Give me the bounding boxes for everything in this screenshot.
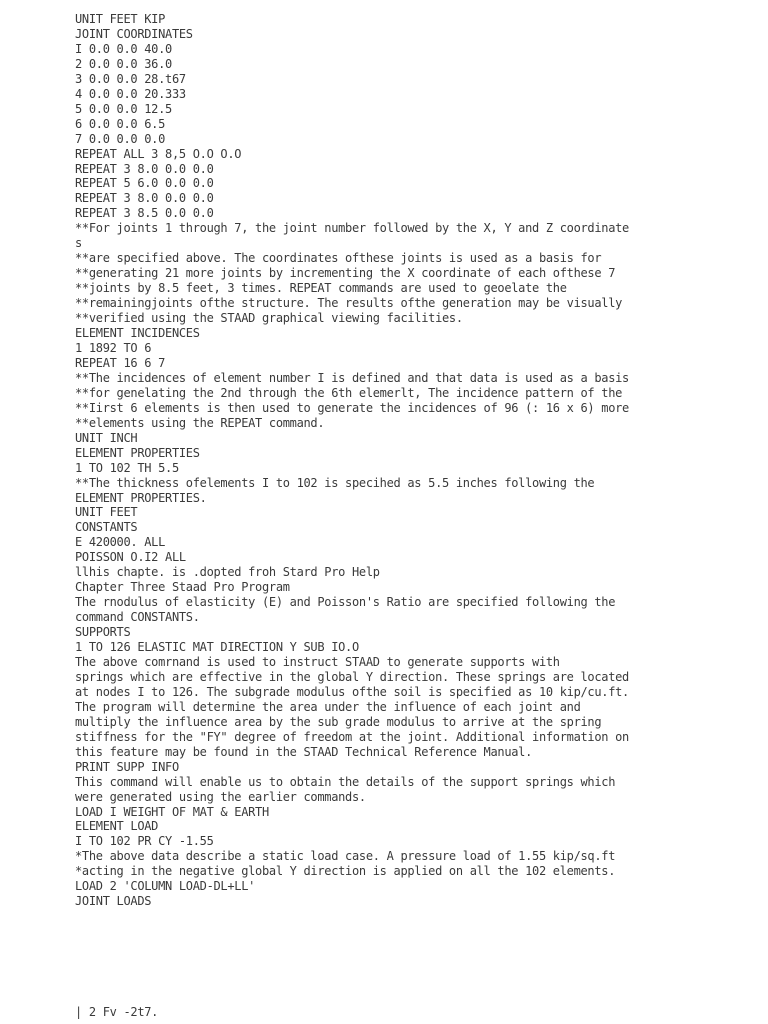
text-line: llhis chapte. is .dopted froh Stard Pro Help bbox=[75, 565, 380, 580]
text-line: were generated using the earlier commands. bbox=[75, 789, 366, 804]
text-line: PRINT SUPP INFO bbox=[75, 759, 179, 774]
text-line: REPEAT 3 8.5 0.0 0.0 bbox=[75, 206, 214, 221]
text-line: **remainingjoints ofthe structure. The results ofthe generation may be visually bbox=[75, 296, 623, 311]
text-line: The program will determine the area under the influence of each joint and bbox=[75, 699, 581, 714]
text-line: **for genelating the 2nd through the 6th elemerlt, The incidence pattern of the bbox=[75, 385, 623, 400]
text-line: 4 0.0 0.0 20.333 bbox=[75, 86, 186, 101]
text-line: multiply the influence area by the sub grade modulus to arrive at the spring bbox=[75, 714, 602, 729]
text-line: JOINT LOADS bbox=[75, 894, 152, 909]
text-line: **The thickness ofelements I to 102 is specihed as 5.5 inches following the bbox=[75, 475, 595, 490]
text-line: UNIT INCH bbox=[75, 430, 138, 445]
text-line: at nodes I to 126. The subgrade modulus ofthe soil is specified as 10 kip/cu.ft. bbox=[75, 684, 629, 699]
document-body bbox=[75, 12, 765, 909]
text-line: **joints by 8.5 feet, 3 times. REPEAT commands are used to geoelate the bbox=[75, 281, 567, 296]
text-line: *The above data describe a static load case. A pressure load of 1.55 kip/sq.ft bbox=[75, 849, 616, 864]
text-line: command CONSTANTS. bbox=[75, 610, 200, 625]
text-line: This command will enable us to obtain the details of the support springs which bbox=[75, 774, 616, 789]
text-line: REPEAT ALL 3 8,5 O.O O.O bbox=[75, 146, 242, 161]
page-footer: | 2 Fv -2t7. bbox=[75, 1005, 159, 1019]
text-line: *acting in the negative global Y direction is applied on all the 102 elements. bbox=[75, 864, 616, 879]
text-line: REPEAT 3 8.0 0.0 0.0 bbox=[75, 161, 214, 176]
text-line: s bbox=[75, 236, 82, 251]
text-line: 2 0.0 0.0 36.0 bbox=[75, 56, 172, 71]
text-line: this feature may be found in the STAAD Technical Reference Manual. bbox=[75, 744, 533, 759]
text-line: REPEAT 16 6 7 bbox=[75, 355, 166, 370]
text-line: LOAD 2 'COLUMN LOAD-DL+LL' bbox=[75, 879, 256, 894]
text-line: Chapter Three Staad Pro Program bbox=[75, 580, 290, 595]
text-line: ELEMENT PROPERTIES bbox=[75, 445, 200, 460]
text-line: The above comrnand is used to instruct STAAD to generate supports with bbox=[75, 654, 560, 669]
text-line: stiffness for the "FY" degree of freedom at the joint. Additional information on bbox=[75, 729, 629, 744]
text-line: 6 0.0 0.0 6.5 bbox=[75, 116, 166, 131]
text-line: ELEMENT INCIDENCES bbox=[75, 326, 200, 341]
text-line: **verified using the STAAD graphical viewing facilities. bbox=[75, 311, 463, 326]
text-line: JOINT COORDINATES bbox=[75, 26, 193, 41]
text-line: 1 TO 126 ELASTIC MAT DIRECTION Y SUB IO.O bbox=[75, 640, 359, 655]
text-line: REPEAT 3 8.0 0.0 0.0 bbox=[75, 191, 214, 206]
text-line: **generating 21 more joints by incrementing the X coordinate of each ofthese 7 bbox=[75, 266, 616, 281]
text-line: REPEAT 5 6.0 0.0 0.0 bbox=[75, 176, 214, 191]
text-line: CONSTANTS bbox=[75, 520, 138, 535]
text-line: **Iirst 6 elements is then used to generate the incidences of 96 (: 16 x 6) more bbox=[75, 400, 629, 415]
text-line: SUPPORTS bbox=[75, 625, 131, 640]
text-line: 1 1892 TO 6 bbox=[75, 340, 152, 355]
text-line: 3 0.0 0.0 28.t67 bbox=[75, 71, 186, 86]
text-line: ELEMENT PROPERTIES. bbox=[75, 490, 207, 505]
text-line: POISSON O.I2 ALL bbox=[75, 550, 186, 565]
text-line: 5 0.0 0.0 12.5 bbox=[75, 101, 172, 116]
text-line: UNIT FEET bbox=[75, 505, 138, 520]
text-line: springs which are effective in the global Y direction. These springs are located bbox=[75, 669, 629, 684]
text-line: **elements using the REPEAT command. bbox=[75, 415, 325, 430]
text-line: E 420000. ALL bbox=[75, 535, 166, 550]
text-line: ELEMENT LOAD bbox=[75, 819, 159, 834]
text-line: 1 TO 102 TH 5.5 bbox=[75, 460, 179, 475]
text-line: **are specified above. The coordinates ofthese joints is used as a basis for bbox=[75, 251, 602, 266]
text-line: I 0.0 0.0 40.0 bbox=[75, 41, 172, 56]
text-line: LOAD I WEIGHT OF MAT & EARTH bbox=[75, 804, 269, 819]
text-line: 7 0.0 0.0 0.0 bbox=[75, 131, 166, 146]
text-line: **The incidences of element number I is defined and that data is used as a basis bbox=[75, 370, 629, 385]
text-line: UNIT FEET KIP bbox=[75, 12, 166, 26]
text-line: I TO 102 PR CY -1.55 bbox=[75, 834, 214, 849]
text-line: **For joints 1 through 7, the joint number followed by the X, Y and Z coordinate bbox=[75, 221, 629, 236]
text-line: The rnodulus of elasticity (E) and Poisson's Ratio are specified following the bbox=[75, 595, 616, 610]
